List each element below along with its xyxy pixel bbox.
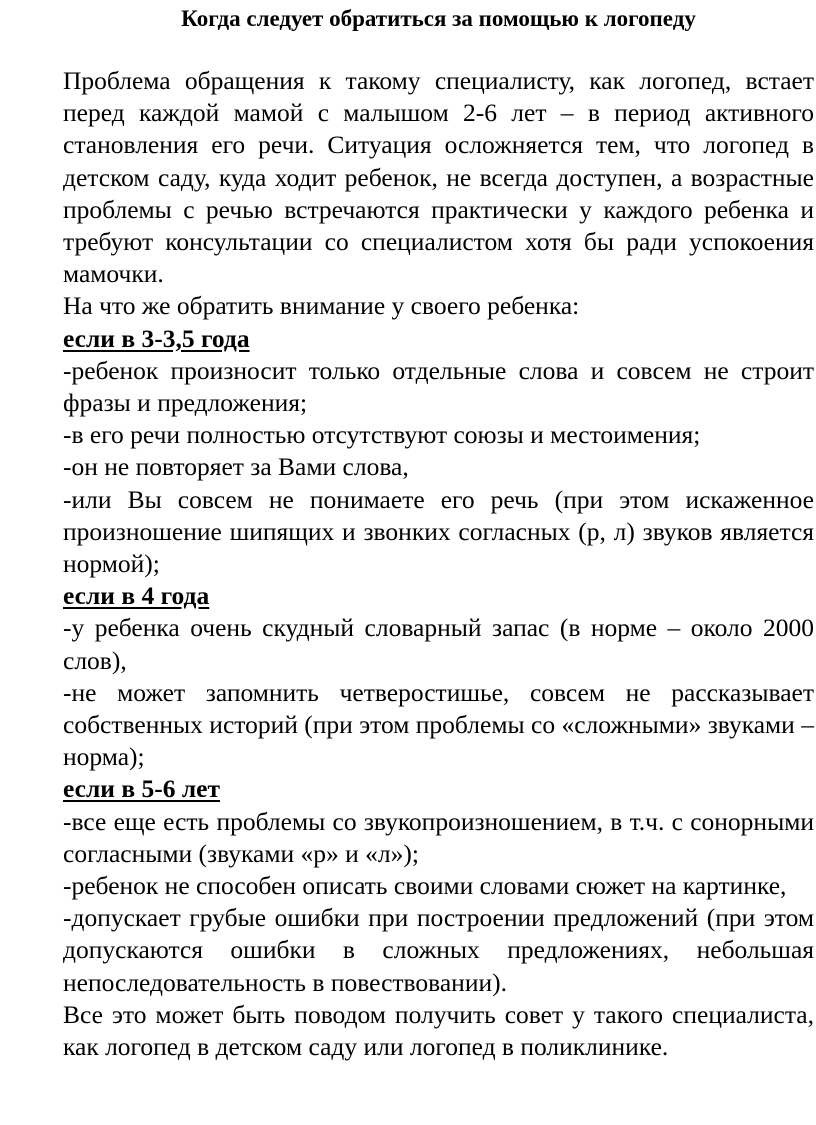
list-item: -не может запомнить четверостишье, совсем не рассказывает собственных историй (при этом проблемы со «сложными» звуками – норма); (63, 677, 814, 772)
section-heading: если в 5-6 лет (63, 774, 220, 804)
list-item: -ребенок не способен описать своими словами сюжет на картинке, (63, 871, 787, 901)
intro-paragraph: Проблема обращения к такому специалисту, как логопед, встает перед каждой мамой с малышом 2-6 лет – в период активного становления его речи. Ситуация осложняется тем, что логопед в детском саду, куда ходит ребенок, не всегда доступен, а возрастные проблемы с речью встречаются практически у каждого ребенка и требуют консультации со специалистом хотя бы ради успокоения мамочки. (63, 66, 814, 289)
list-item: -в его речи полностью отсутствуют союзы и местоимения; (63, 420, 701, 450)
document-body (63, 65, 814, 1063)
section-5-6-years (63, 773, 814, 998)
page-title: Когда следует обратиться за помощью к логопеду (181, 6, 696, 31)
section-heading: если в 4 года (63, 581, 210, 611)
list-item: -ребенок произносит только отдельные слова и совсем не строит фразы и предложения; (63, 355, 814, 418)
list-item: -или Вы совсем не понимаете его речь (при этом искаженное произношение шипящих и звонких согласных (р, л) звуков является нормой); (63, 484, 814, 579)
section-4-years (63, 580, 814, 773)
list-item: -он не повторяет за Вами слова, (63, 452, 409, 482)
list-item: -все еще есть проблемы со звукопроизношением, в т.ч. с сонорными согласными (звуками «р» и «л»); (63, 806, 814, 868)
section-heading: если в 3-3,5 года (63, 323, 250, 353)
lead-paragraph: На что же обратить внимание у своего ребенка: (63, 291, 580, 321)
list-item: -у ребенка очень скудный словарный запас (в норме – около 2000 слов), (63, 613, 814, 675)
section-3-years (63, 323, 814, 581)
conclusion-paragraph: Все это может быть поводом получить совет у такого специалиста, как логопед в детском саду или логопед в поликлинике. (63, 999, 814, 1062)
list-item: -допускает грубые ошибки при построении предложений (при этом допускаются ошибки в сложных предложениях, небольшая непоследовательность в повествовании). (63, 903, 814, 997)
